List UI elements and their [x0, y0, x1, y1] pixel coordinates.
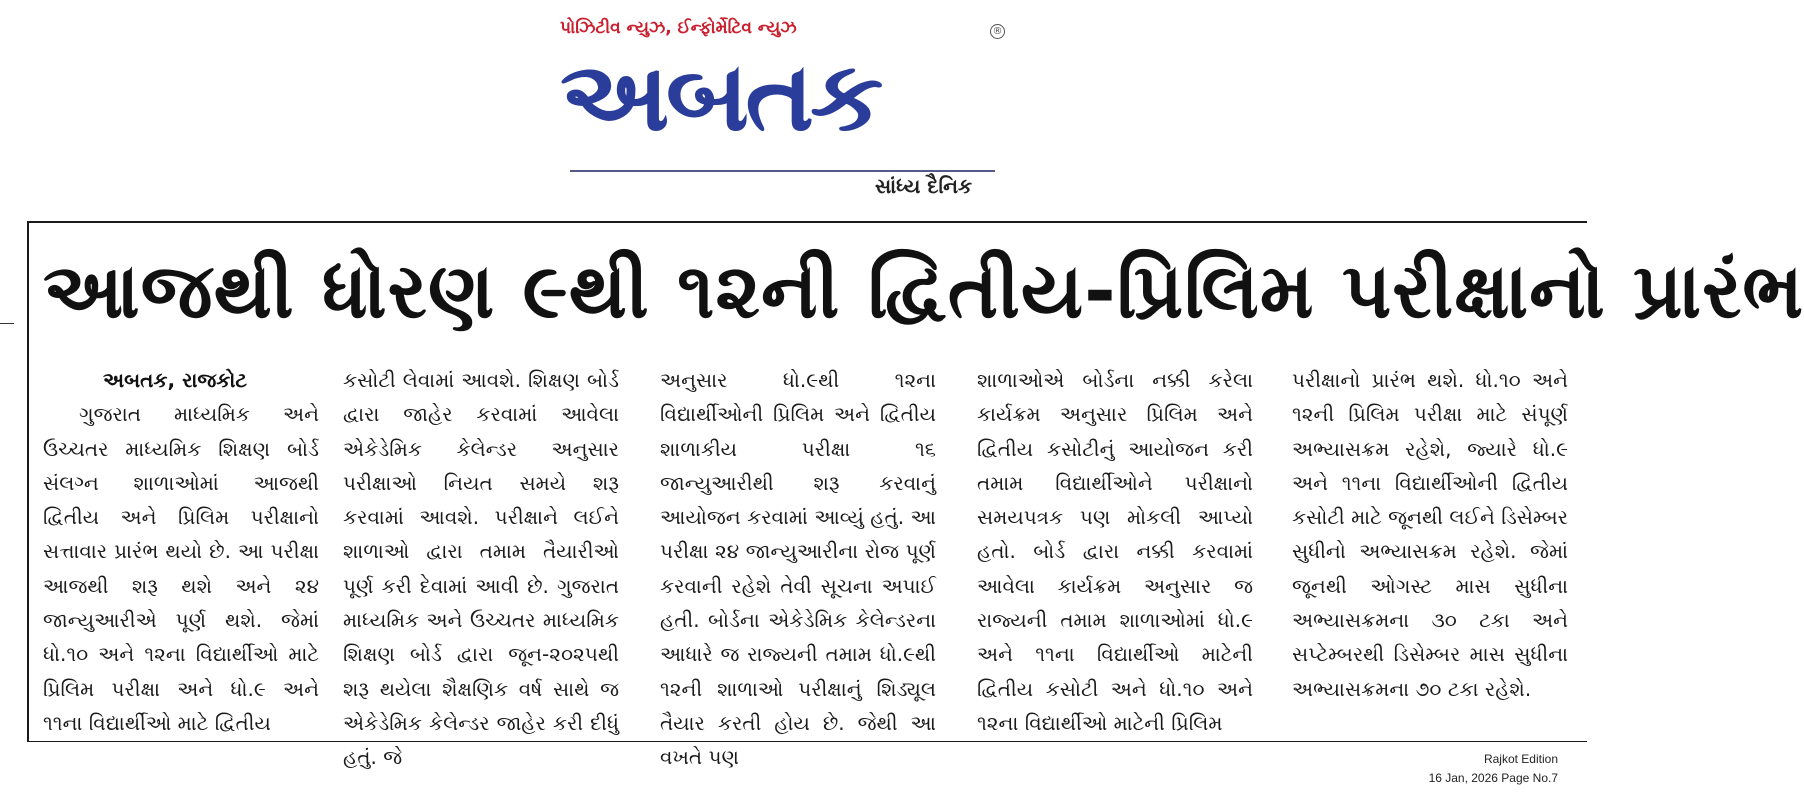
- column-text: શાળાઓએ બોર્ડના નક્કી કરેલા કાર્યક્રમ અનુસાર પ્રિલિમ અને દ્વિતીય કસોટીનું આયોજન કરી તમામ વિદ્યાર્થીઓને પરીક્ષાનો સમયપત્રક પણ મોકલી આપ્યો હતો. બોર્ડ દ્વારા નક્કી કરવામાં આવેલા કાર્યક્રમ અનુસાર જ રાજ્યની તમામ શાળાઓમાં ધો.૯ અને ૧૧ના વિદ્યાર્થીઓ માટેની દ્વિતીય કસોટી અને ધો.૧૦ અને ૧૨ના વિદ્યાર્થીઓ માટેની પ્રિલિમ: [977, 368, 1253, 735]
- article-dateline: અબતક, રાજકોટ: [103, 368, 248, 392]
- newspaper-logo: અબતક: [560, 40, 880, 153]
- edition-name: Rajkot Edition: [1483, 752, 1558, 766]
- registered-trademark-icon: ®: [990, 24, 1005, 39]
- article-column-5: [1292, 363, 1568, 735]
- edition-label: સાંધ્ય દૈનિક: [875, 174, 973, 198]
- column-text: કસોટી લેવામાં આવશે. શિક્ષણ બોર્ડ દ્વારા જાહેર કરવામાં આવેલા એકેડેમિક કેલેન્ડર અનુસાર પરીક્ષાઓ નિયત સમયે શરૂ કરવામાં આવશે. પરીક્ષાને લઈને શાળાઓ દ્વારા તમામ તૈયારીઓ પૂર્ણ કરી દેવામાં આવી છે. ગુજરાત માધ્યમિક અને ઉચ્ચતર માધ્યમિક શિક્ષણ બોર્ડ દ્વારા જૂન-૨૦૨૫થી શરૂ થયેલા શૈક્ષણિક વર્ષ સાથે જ એકેડેમિક કેલેન્ડર જાહેર કરી દીધું હતું. જે: [343, 368, 619, 770]
- page-footer: [1429, 750, 1558, 788]
- column-text: અનુસાર ધો.૯થી ૧૨ના વિદ્યાર્થીઓની પ્રિલિમ અને દ્વિતીય શાળાકીય પરીક્ષા ૧૬ જાન્યુઆરીથી શરૂ કરવાનું આયોજન કરવામાં આવ્યું હતું. આ પરીક્ષા ૨૪ જાન્યુઆરીના રોજ પૂર્ણ કરવાની રહેશે તેવી સૂચના અપાઈ હતી. બોર્ડના એકેડેમિક કેલેન્ડરના આધારે જ રાજ્યની તમામ ધો.૯થી ૧૨ની શાળાઓ પરીક્ષાનું શિડ્યૂલ તૈયાર કરતી હોય છે. જેથી આ વખતે પણ: [660, 368, 936, 770]
- column-text: ગુજરાત માધ્યમિક અને ઉચ્ચતર માધ્યમિક શિક્ષણ બોર્ડ સંલગ્ન શાળાઓમાં આજથી દ્વિતીય અને પ્રિલિમ પરીક્ષાનો સત્તાવાર પ્રારંભ થયો છે. આ પરીક્ષા આજથી શરૂ થશે અને ૨૪ જાન્યુઆરીએ પૂર્ણ થશે. જેમાં ધો.૧૦ અને ૧૨ના વિદ્યાર્થીઓ માટે પ્રિલિમ પરીક્ષા અને ધો.૯ અને ૧૧ના વિદ્યાર્થીઓ માટે દ્વિતીય: [43, 402, 319, 735]
- logo-underline: [570, 170, 995, 172]
- article-column-4: [977, 363, 1253, 735]
- column-text: પરીક્ષાનો પ્રારંભ થશે. ધો.૧૦ અને ૧૨ની પ્રિલિમ પરીક્ષા માટે સંપૂર્ણ અભ્યાસક્રમ રહેશે, જ્યારે ધો.૯ અને ૧૧ના વિદ્યાર્થીઓની દ્વિતીય કસોટી માટે જૂનથી લઈને ડિસેમ્બર સુધીનો અભ્યાસક્રમ રહેશે. જેમાં જૂનથી ઓગસ્ટ માસ સુધીના અભ્યાસક્રમના ૩૦ ટકા અને સપ્ટેમ્બરથી ડિસેમ્બર માસ સુધીના અભ્યાસક્રમના ૭૦ ટકા રહેશે.: [1292, 368, 1568, 701]
- date-page-number: 16 Jan, 2026 Page No.7: [1428, 771, 1558, 785]
- crop-mark: [0, 323, 14, 324]
- article-column-1: [43, 363, 319, 735]
- masthead: [560, 18, 1010, 203]
- article-headline: આજથી ધોરણ ૯થી ૧૨ની દ્વિતીય-પ્રિલિમ પરીક્ષાનો પ્રારંભ: [43, 246, 1804, 335]
- article-column-3: [660, 363, 936, 770]
- masthead-tagline: પોઝિટીવ ન્યુઝ, ઈન્ફોર્મેટિવ ન્યુઝ: [560, 18, 797, 38]
- article-column-2: [343, 363, 619, 770]
